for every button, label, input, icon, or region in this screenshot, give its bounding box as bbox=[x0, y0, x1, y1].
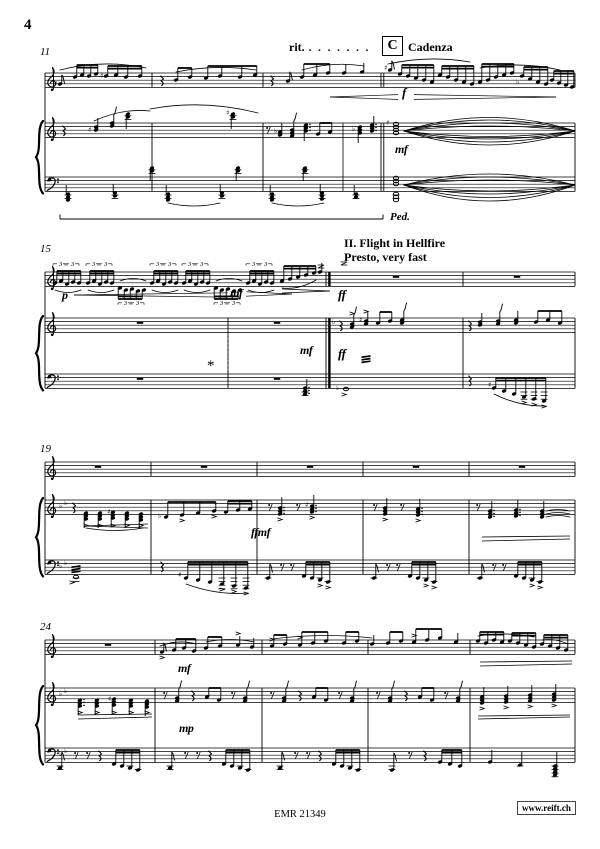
svg-text:♭: ♭ bbox=[64, 499, 68, 507]
svg-text:3: 3 bbox=[136, 300, 140, 307]
publisher-website-link[interactable] bbox=[517, 801, 576, 815]
svg-text:♯: ♯ bbox=[359, 316, 363, 324]
dynamic-f-solo: f bbox=[402, 85, 406, 100]
svg-text:♭: ♭ bbox=[59, 690, 63, 698]
rit-label: rit. bbox=[289, 40, 305, 54]
svg-text:♭: ♭ bbox=[158, 512, 162, 520]
dynamic-mp-piano: mp bbox=[179, 721, 194, 735]
svg-text:♯: ♯ bbox=[226, 109, 230, 117]
rit-dots: . . . . . . . bbox=[308, 42, 371, 54]
svg-text:♭: ♭ bbox=[274, 127, 278, 135]
svg-text:♭: ♭ bbox=[352, 125, 356, 133]
svg-text:♭: ♭ bbox=[516, 78, 520, 86]
svg-text:♯: ♯ bbox=[107, 508, 111, 516]
dynamic-ff-piano: ff bbox=[338, 346, 346, 361]
rit-marking bbox=[289, 41, 370, 54]
tempo-marking: Presto, very fast bbox=[344, 250, 427, 264]
svg-text:♭: ♭ bbox=[332, 318, 336, 326]
svg-text:♭: ♭ bbox=[59, 750, 63, 758]
svg-text:♯: ♯ bbox=[100, 72, 104, 80]
movement-title: II. Flight in Hellfire bbox=[344, 236, 446, 250]
dynamic-mf-piano: mf bbox=[395, 142, 408, 156]
svg-text:♯: ♯ bbox=[305, 501, 309, 509]
dynamic-ffmf-piano: ffmf bbox=[251, 525, 271, 539]
dynamic-ff-solo: ff bbox=[338, 287, 346, 302]
measure-number-19: 19 bbox=[40, 443, 51, 455]
svg-text:♭: ♭ bbox=[59, 502, 63, 510]
svg-text:♭: ♭ bbox=[336, 384, 340, 392]
svg-text:♯: ♯ bbox=[108, 695, 112, 703]
dynamic-mf-solo: mf bbox=[230, 286, 243, 300]
svg-text:3: 3 bbox=[200, 261, 204, 268]
measure-number-24: 24 bbox=[40, 621, 51, 633]
svg-text:3: 3 bbox=[104, 261, 108, 268]
svg-text:3: 3 bbox=[232, 300, 236, 307]
svg-text:3: 3 bbox=[156, 261, 160, 268]
dynamic-p-solo: p bbox=[62, 288, 68, 302]
svg-text:♭: ♭ bbox=[64, 559, 68, 567]
svg-text:♭: ♭ bbox=[64, 687, 68, 695]
svg-text:3: 3 bbox=[188, 261, 192, 268]
svg-text:♯: ♯ bbox=[488, 381, 492, 389]
dynamic-mf-piano-2: mf bbox=[300, 343, 313, 357]
svg-text:3: 3 bbox=[252, 261, 256, 268]
svg-text:♭: ♭ bbox=[59, 562, 63, 570]
catalog-number: EMR 21349 bbox=[274, 809, 326, 820]
svg-text:♯: ♯ bbox=[386, 119, 390, 127]
measure-number-15: 15 bbox=[40, 243, 51, 255]
dynamic-mf-solo-2: mf bbox=[178, 661, 191, 675]
svg-text:3: 3 bbox=[168, 261, 172, 268]
svg-text:♯: ♯ bbox=[384, 64, 388, 72]
svg-text:♯: ♯ bbox=[88, 126, 92, 134]
svg-text:3: 3 bbox=[59, 261, 63, 268]
svg-text:3: 3 bbox=[264, 261, 268, 268]
svg-text:♯: ♯ bbox=[54, 80, 58, 88]
rehearsal-mark-c: C bbox=[382, 36, 403, 56]
pedal-mark: Ped. bbox=[390, 211, 410, 223]
pedal-release-asterisk: * bbox=[207, 358, 215, 374]
svg-text:3: 3 bbox=[124, 300, 128, 307]
svg-text:3: 3 bbox=[92, 261, 96, 268]
measure-number-11: 11 bbox=[40, 46, 51, 58]
svg-text:3: 3 bbox=[71, 261, 75, 268]
publisher-website-text: www.reift.ch bbox=[522, 803, 571, 813]
svg-text:3: 3 bbox=[220, 300, 224, 307]
svg-text:♭: ♭ bbox=[64, 747, 68, 755]
svg-text:♯: ♯ bbox=[178, 571, 182, 579]
page-number: 4 bbox=[24, 17, 32, 33]
section-label-cadenza: Cadenza bbox=[408, 40, 453, 54]
